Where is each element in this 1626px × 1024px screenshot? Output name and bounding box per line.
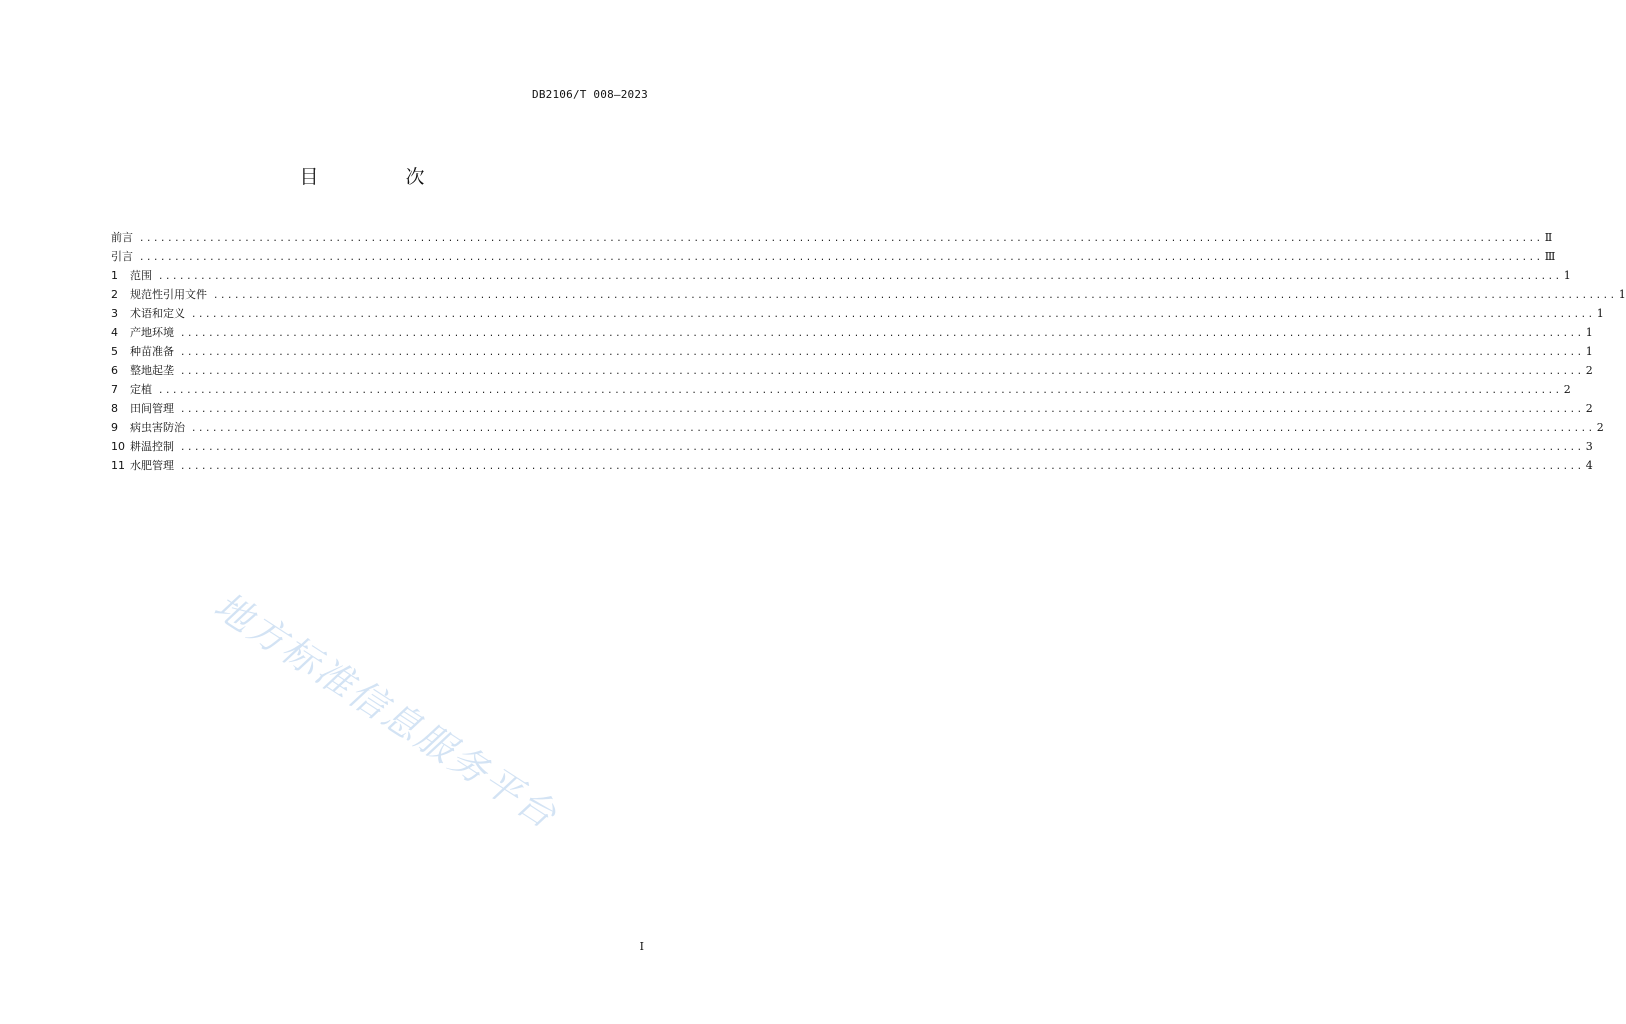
toc-entry-number: 2 bbox=[111, 288, 118, 301]
toc-entry-label: 整地起垄 bbox=[130, 364, 174, 377]
toc-entry-label: 种苗准备 bbox=[130, 345, 174, 358]
toc-entry-label: 田间管理 bbox=[130, 402, 174, 415]
standard-code: DB2106/T 008—2023 bbox=[532, 88, 648, 101]
toc-entry-number: 8 bbox=[111, 402, 118, 415]
toc-entry-number: 7 bbox=[111, 383, 118, 396]
toc-entry-page: 1 bbox=[1596, 307, 1604, 320]
toc-entry-label: 病虫害防治 bbox=[130, 421, 185, 434]
toc-entry-label: 耕温控制 bbox=[130, 440, 174, 453]
toc-entry-page: 3 bbox=[1585, 440, 1593, 453]
toc-entry-page: 1 bbox=[1618, 288, 1626, 301]
toc-leader-dots: ........................................................................................................................................................................................................ bbox=[158, 272, 1562, 282]
toc-entry-label: 术语和定义 bbox=[130, 307, 185, 320]
toc-entry[interactable] bbox=[111, 342, 1593, 361]
toc-leader-dots: ........................................................................................................................................................................................................ bbox=[139, 253, 1543, 263]
toc-leader-dots: ........................................................................................................................................................................................................ bbox=[180, 462, 1584, 472]
toc-entry-number: 6 bbox=[111, 364, 118, 377]
toc-entry-number: 10 bbox=[111, 440, 125, 453]
toc-leader-dots: ........................................................................................................................................................................................................ bbox=[139, 234, 1543, 244]
toc-entry[interactable] bbox=[111, 266, 1571, 285]
page-number: I bbox=[639, 940, 644, 953]
toc-entry[interactable] bbox=[111, 399, 1593, 418]
toc-entry-number: 5 bbox=[111, 345, 118, 358]
toc-entry-number: 1 bbox=[111, 269, 118, 282]
toc-leader-dots: ........................................................................................................................................................................................................ bbox=[158, 386, 1562, 396]
toc-leader-dots: ........................................................................................................................................................................................................ bbox=[180, 329, 1584, 339]
toc-entry-label: 水肥管理 bbox=[130, 459, 174, 472]
toc-leader-dots: ........................................................................................................................................................................................................ bbox=[213, 291, 1617, 301]
toc-entry-number: 3 bbox=[111, 307, 118, 320]
toc-entry-number: 4 bbox=[111, 326, 118, 339]
toc-entry[interactable] bbox=[111, 247, 1556, 266]
toc-entry[interactable] bbox=[111, 437, 1593, 456]
toc-entry-label: 定植 bbox=[130, 383, 152, 396]
toc-entry-page: 2 bbox=[1585, 364, 1593, 377]
toc-leader-dots: ........................................................................................................................................................................................................ bbox=[191, 310, 1595, 320]
toc-entry-label: 引言 bbox=[111, 250, 133, 263]
toc-entry-label: 规范性引用文件 bbox=[130, 288, 207, 301]
toc-entry[interactable] bbox=[111, 323, 1593, 342]
toc-entry[interactable] bbox=[111, 456, 1593, 475]
toc-entry-page: 1 bbox=[1585, 345, 1593, 358]
toc-leader-dots: ........................................................................................................................................................................................................ bbox=[180, 443, 1584, 453]
toc-entry-page: 4 bbox=[1585, 459, 1593, 472]
table-of-contents bbox=[111, 228, 1626, 475]
toc-entry-page: 2 bbox=[1585, 402, 1593, 415]
toc-entry[interactable] bbox=[111, 418, 1604, 437]
toc-entry-page: Ⅲ bbox=[1544, 250, 1556, 263]
toc-entry-label: 前言 bbox=[111, 231, 133, 244]
toc-entry-page: 2 bbox=[1563, 383, 1571, 396]
toc-leader-dots: ........................................................................................................................................................................................................ bbox=[180, 367, 1584, 377]
toc-leader-dots: ........................................................................................................................................................................................................ bbox=[191, 424, 1595, 434]
toc-entry-label: 产地环境 bbox=[130, 326, 174, 339]
toc-entry[interactable] bbox=[111, 361, 1593, 380]
toc-entry-page: 1 bbox=[1563, 269, 1571, 282]
toc-entry-label: 范围 bbox=[130, 269, 152, 282]
watermark: 地方标准信息服务平台 bbox=[206, 583, 566, 838]
toc-entry-page: Ⅱ bbox=[1544, 231, 1553, 244]
toc-entry-number: 11 bbox=[111, 459, 125, 472]
toc-entry[interactable] bbox=[111, 285, 1626, 304]
toc-leader-dots: ........................................................................................................................................................................................................ bbox=[180, 405, 1584, 415]
toc-entry[interactable] bbox=[111, 228, 1553, 247]
toc-entry[interactable] bbox=[111, 380, 1571, 399]
toc-leader-dots: ........................................................................................................................................................................................................ bbox=[180, 348, 1584, 358]
toc-entry-page: 2 bbox=[1596, 421, 1604, 434]
toc-entry-number: 9 bbox=[111, 421, 118, 434]
toc-entry[interactable] bbox=[111, 304, 1604, 323]
toc-entry-page: 1 bbox=[1585, 326, 1593, 339]
page-title: 目 次 bbox=[299, 166, 459, 188]
